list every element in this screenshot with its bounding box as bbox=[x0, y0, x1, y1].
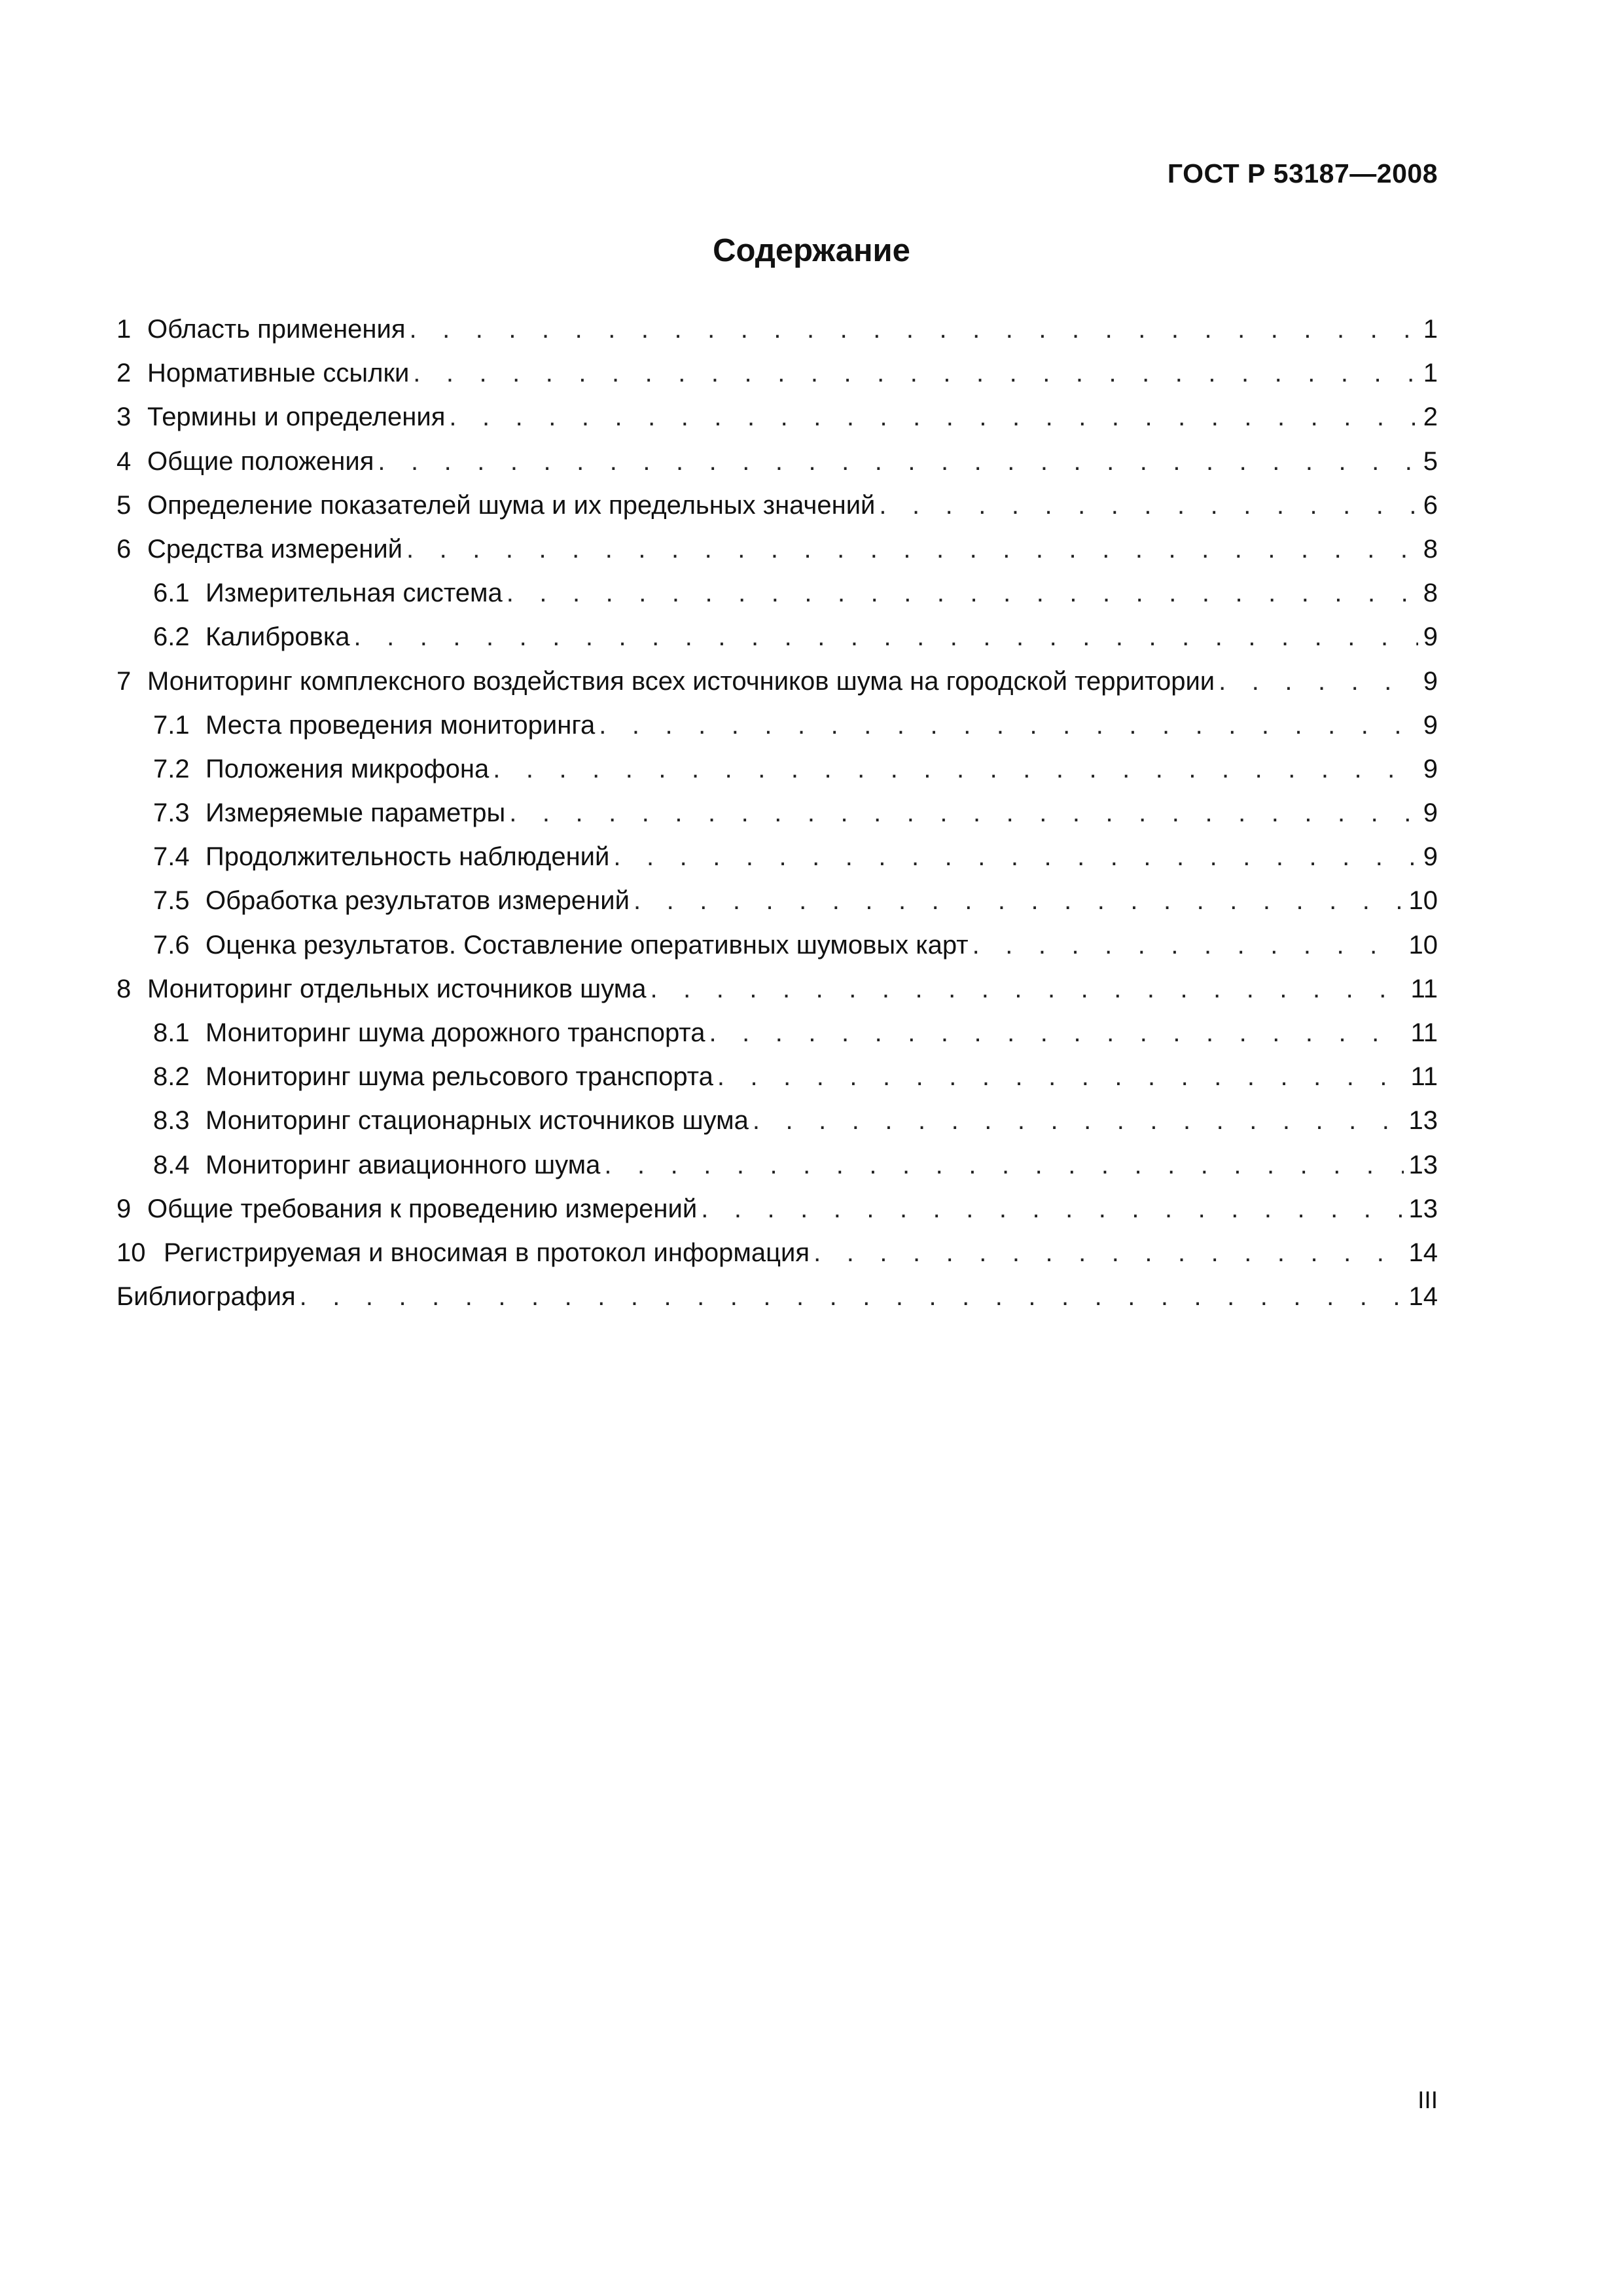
toc-entry-page: 14 bbox=[1408, 1282, 1438, 1312]
toc-entry-label: Оценка результатов. Составление оперативных шумовых карт bbox=[205, 930, 969, 960]
toc-entry-number: 4 bbox=[116, 446, 132, 476]
toc-entry[interactable] bbox=[116, 308, 1438, 351]
toc-entry-page: 13 bbox=[1408, 1106, 1438, 1136]
toc-entry-page: 8 bbox=[1423, 579, 1438, 608]
toc-entry[interactable] bbox=[116, 395, 1438, 439]
toc-entry-number: 1 bbox=[116, 315, 132, 344]
toc-entry-number: 8.2 bbox=[153, 1062, 190, 1092]
toc-entry-page: 13 bbox=[1408, 1194, 1438, 1223]
toc-entry-page: 6 bbox=[1423, 490, 1438, 520]
toc-entry-number: 3 bbox=[116, 403, 132, 432]
dot-leader bbox=[449, 395, 1418, 439]
toc-entry-label: Мониторинг авиационного шума bbox=[205, 1150, 601, 1179]
toc-entry[interactable] bbox=[116, 835, 1438, 879]
toc-entry[interactable] bbox=[116, 791, 1438, 835]
toc-entry-label: Определение показателей шума и их предельных значений bbox=[147, 490, 876, 520]
toc-entry-label: Нормативные ссылки bbox=[147, 359, 410, 388]
toc-entry-number: 8.4 bbox=[153, 1150, 190, 1179]
toc-entry-page: 9 bbox=[1423, 842, 1438, 872]
dot-leader bbox=[879, 484, 1418, 528]
toc-entry-page: 1 bbox=[1423, 315, 1438, 344]
toc-entry-label: Мониторинг отдельных источников шума bbox=[147, 974, 647, 1003]
toc-entry-page: 9 bbox=[1423, 710, 1438, 740]
dot-leader bbox=[507, 571, 1418, 615]
toc-entry[interactable] bbox=[116, 571, 1438, 615]
dot-leader bbox=[633, 879, 1404, 923]
toc-entry[interactable] bbox=[116, 967, 1438, 1011]
dot-leader bbox=[972, 924, 1404, 967]
toc-entry-page: 9 bbox=[1423, 622, 1438, 652]
toc-title: Содержание bbox=[713, 233, 910, 268]
toc-entry[interactable] bbox=[116, 1187, 1438, 1231]
toc-entry-page: 8 bbox=[1423, 534, 1438, 564]
dot-leader bbox=[599, 704, 1418, 747]
toc-entry[interactable] bbox=[116, 1055, 1438, 1099]
toc-entry-page: 11 bbox=[1410, 974, 1438, 1003]
toc-entry-label: Мониторинг стационарных источников шума bbox=[205, 1106, 749, 1136]
dot-leader bbox=[604, 1143, 1403, 1187]
toc-entry-label: Общие требования к проведению измерений bbox=[147, 1194, 698, 1223]
toc-entry-label: Положения микрофона bbox=[205, 754, 490, 783]
toc-entry-number: 6 bbox=[116, 534, 132, 564]
dot-leader bbox=[410, 308, 1418, 351]
toc-entry-label: Термины и определения bbox=[147, 403, 446, 432]
toc-entry-label: Область применения bbox=[147, 315, 406, 344]
dot-leader bbox=[709, 1011, 1406, 1055]
toc-entry-number: 7 bbox=[116, 666, 132, 696]
toc-entry-number: 7.4 bbox=[153, 842, 190, 872]
toc-entry-page: 5 bbox=[1423, 446, 1438, 476]
toc-entry[interactable] bbox=[116, 879, 1438, 923]
toc-entry-page: 11 bbox=[1410, 1018, 1438, 1047]
toc-entry-page: 1 bbox=[1423, 359, 1438, 388]
toc-entry[interactable] bbox=[116, 1275, 1438, 1319]
toc-entry-label: Библиография bbox=[116, 1282, 296, 1312]
dot-leader bbox=[300, 1275, 1404, 1319]
dot-leader bbox=[413, 351, 1418, 395]
toc-entry-number: 8.3 bbox=[153, 1106, 190, 1136]
toc-entry-label: Мониторинг комплексного воздействия всех источников шума на городской территории bbox=[147, 666, 1215, 696]
toc-entry[interactable] bbox=[116, 660, 1438, 704]
toc-entry-page: 11 bbox=[1410, 1062, 1438, 1092]
toc-entry-label: Места проведения мониторинга bbox=[205, 710, 596, 740]
dot-leader bbox=[378, 440, 1418, 484]
toc-entry-page: 13 bbox=[1408, 1150, 1438, 1179]
toc-entry[interactable] bbox=[116, 615, 1438, 659]
table-of-contents bbox=[116, 308, 1438, 1319]
dot-leader bbox=[651, 967, 1406, 1011]
toc-entry-label: Общие положения bbox=[147, 446, 374, 476]
toc-entry-number: 6.2 bbox=[153, 622, 190, 652]
toc-entry-number: 8.1 bbox=[153, 1018, 190, 1047]
toc-entry-label: Средства измерений bbox=[147, 534, 403, 564]
toc-entry[interactable] bbox=[116, 351, 1438, 395]
toc-entry-page: 9 bbox=[1423, 798, 1438, 828]
dot-leader bbox=[1219, 660, 1418, 704]
toc-entry-page: 10 bbox=[1408, 930, 1438, 960]
dot-leader bbox=[701, 1187, 1403, 1231]
toc-entry-label: Обработка результатов измерений bbox=[205, 886, 630, 916]
dot-leader bbox=[354, 615, 1418, 659]
dot-leader bbox=[493, 747, 1418, 791]
dot-leader bbox=[717, 1055, 1406, 1099]
toc-entry-number: 9 bbox=[116, 1194, 132, 1223]
toc-entry[interactable] bbox=[116, 1143, 1438, 1187]
toc-entry-label: Измерительная система bbox=[205, 579, 503, 608]
toc-entry-number: 7.2 bbox=[153, 754, 190, 783]
dot-leader bbox=[753, 1099, 1404, 1143]
toc-entry-number: 7.1 bbox=[153, 710, 190, 740]
toc-entry-page: 14 bbox=[1408, 1238, 1438, 1267]
toc-entry-number: 10 bbox=[116, 1238, 146, 1267]
dot-leader bbox=[406, 528, 1418, 571]
page-number: III bbox=[1418, 2087, 1438, 2113]
toc-entry[interactable] bbox=[116, 924, 1438, 967]
toc-entry-number: 7.3 bbox=[153, 798, 190, 828]
toc-entry-label: Измеряемые параметры bbox=[205, 798, 506, 828]
toc-entry-number: 6.1 bbox=[153, 579, 190, 608]
toc-entry-page: 9 bbox=[1423, 666, 1438, 696]
dot-leader bbox=[613, 835, 1418, 879]
toc-entry-label: Калибровка bbox=[205, 622, 350, 652]
document-code: ГОСТ Р 53187—2008 bbox=[1167, 158, 1438, 188]
toc-entry-label: Продолжительность наблюдений bbox=[205, 842, 610, 872]
toc-entry[interactable] bbox=[116, 1011, 1438, 1055]
toc-entry-number: 2 bbox=[116, 359, 132, 388]
toc-entry-number: 5 bbox=[116, 490, 132, 520]
dot-leader bbox=[509, 791, 1418, 835]
toc-entry[interactable] bbox=[116, 440, 1438, 484]
toc-entry-label: Мониторинг шума дорожного транспорта bbox=[205, 1018, 705, 1047]
toc-entry[interactable] bbox=[116, 704, 1438, 747]
toc-entry-number: 8 bbox=[116, 974, 132, 1003]
toc-entry-number: 7.5 bbox=[153, 886, 190, 916]
dot-leader bbox=[813, 1231, 1403, 1275]
toc-entry[interactable] bbox=[116, 484, 1438, 528]
toc-entry-label: Мониторинг шума рельсового транспорта bbox=[205, 1062, 713, 1092]
toc-entry-label: Регистрируемая и вносимая в протокол информация bbox=[164, 1238, 810, 1267]
toc-entry[interactable] bbox=[116, 747, 1438, 791]
toc-entry[interactable] bbox=[116, 1099, 1438, 1143]
toc-entry[interactable] bbox=[116, 1231, 1438, 1275]
toc-entry-page: 9 bbox=[1423, 754, 1438, 783]
toc-entry-number: 7.6 bbox=[153, 930, 190, 960]
toc-entry-page: 2 bbox=[1423, 403, 1438, 432]
toc-entry[interactable] bbox=[116, 528, 1438, 571]
toc-entry-page: 10 bbox=[1408, 886, 1438, 916]
